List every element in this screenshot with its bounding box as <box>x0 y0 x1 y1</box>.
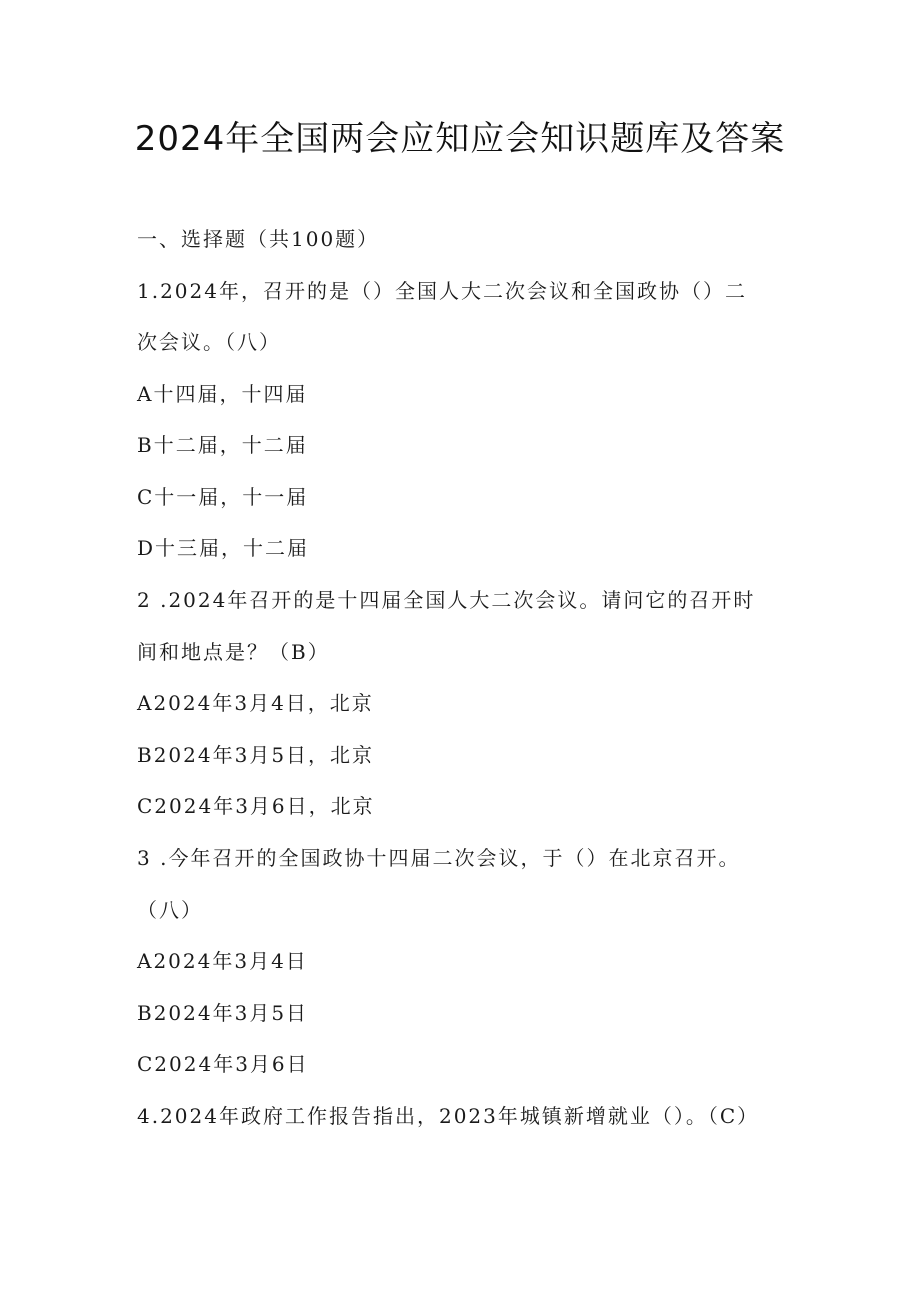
question-2-option-c: C2024年3月6日，北京 <box>137 794 375 818</box>
question-3-option-c: C2024年3月6日 <box>137 1052 309 1076</box>
question-4-text: 4.2024年政府工作报告指出，2023年城镇新增就业（）。（C） <box>137 1104 760 1128</box>
question-1-option-d: D十三届，十二届 <box>137 536 310 560</box>
question-1-text-continued: 次会议。（八） <box>137 330 281 354</box>
question-2-option-a: A2024年3月4日，北京 <box>137 691 374 715</box>
question-3-text-continued: （八） <box>137 898 203 922</box>
question-3-option-a: A2024年3月4日 <box>137 949 308 973</box>
question-1-option-b: B十二届，十二届 <box>137 433 308 457</box>
section-heading: 一、选择题（共100题） <box>137 227 380 251</box>
question-3-option-b: B2024年3月5日 <box>137 1001 309 1025</box>
question-2-option-b: B2024年3月5日，北京 <box>137 743 375 767</box>
document-title: 2024年全国两会应知应会知识题库及答案 <box>134 119 786 159</box>
question-1-option-a: A十四届，十四届 <box>137 382 308 406</box>
question-1-option-c: C十一届，十一届 <box>137 485 309 509</box>
question-3-text: 3 .今年召开的全国政协十四届二次会议，于（）在北京召开。 <box>137 846 741 870</box>
question-2-text-continued: 间和地点是？（B） <box>137 640 330 664</box>
question-1-text: 1.2024年，召开的是（）全国人大二次会议和全国政协（）二 <box>137 279 747 303</box>
question-2-text: 2 .2024年召开的是十四届全国人大二次会议。请问它的召开时 <box>137 588 756 612</box>
